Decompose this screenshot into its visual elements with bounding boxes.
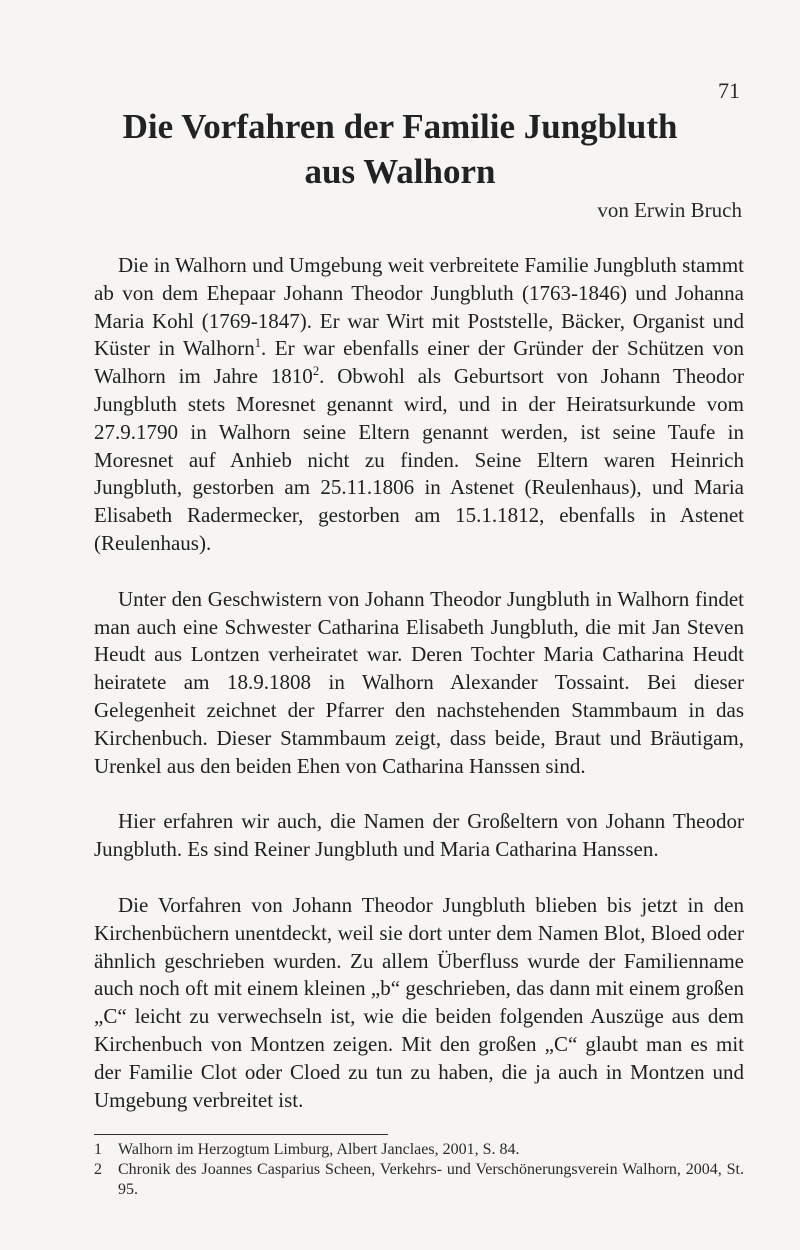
paragraph-1-text-c: . Obwohl als Geburtsort von Johann Theodor Jungbluth stets Moresnet genannt wird, und in der Heiratsurkunde vom 27.9.1790 in Walhorn seine Eltern genannt werden, ist seine Taufe in Moresnet auf Anhieb nicht zu finden. Seine Eltern waren Heinrich Jungbluth, gestorben am 25.11.1806 in Astenet (Reulenhaus), und Maria Elisabeth Radermecker, gestorben am 15.1.1812, ebenfalls in Astenet (Reulenhaus).: [94, 364, 745, 555]
paragraph-1-text-a: Die in Walhorn und Umgebung weit verbreitete Familie Jungbluth stammt ab von dem Ehepaar Johann Theodor Jungbluth (1763-1846) und Johanna Maria Kohl (1769-1847). Er war Wirt mit Poststelle, Bäcker, Organist und Küster in Walhorn: [94, 253, 744, 361]
footnote-1: [94, 1140, 744, 1160]
title-line-1: Die Vorfahren der Familie Jungbluth: [122, 107, 678, 146]
footnote-divider: [94, 1134, 388, 1135]
article-body: [94, 252, 744, 1114]
paragraph-3: Hier erfahren wir auch, die Namen der Großeltern von Johann Theodor Jungbluth. Es sind Reiner Jungbluth und Maria Catharina Hanssen.: [94, 809, 744, 862]
paragraph-1-text-b: . Er war ebenfalls einer der Gründer der Schützen von Walhorn im Jahre 1810: [94, 336, 744, 389]
title-line-2: aus Walhorn: [304, 152, 496, 191]
footnote-text: Chronik des Joannes Casparius Scheen, Verkehrs- und Verschönerungsverein Walhorn, 2004, St. 95.: [118, 1161, 744, 1198]
paragraph-4: Die Vorfahren von Johann Theodor Jungbluth blieben bis jetzt in den Kirchenbüchern unentdeckt, weil sie dort unter dem Namen Blot, Bloed oder ähnlich geschrieben wurden. Zu allem Überfluss wurde der Familienname auch noch oft mit einem kleinen „b“ geschrieben, das dann mit einem großen „C“ leicht zu verwechseln ist, wie die beiden folgenden Auszüge aus dem Kirchenbuch von Montzen zeigen. Mit den großen „C“ glaubt man es mit der Familie Clot oder Cloed zu tun zu haben, die ja auch in Montzen und Umgebung verbreitet ist.: [94, 892, 744, 1112]
footnote-ref-2: 2: [312, 364, 320, 379]
footnote-2: [94, 1160, 744, 1200]
article-title: [0, 104, 800, 194]
page-number: 71: [718, 78, 740, 103]
paragraph-2: Unter den Geschwistern von Johann Theodor Jungbluth in Walhorn findet man auch eine Schwester Catharina Elisabeth Jungbluth, die mit Jan Steven Heudt aus Lontzen verheiratet war. Deren Tochter Maria Catharina Heudt heiratete am 18.9.1808 in Walhorn Alexander Tossaint. Bei dieser Gelegenheit zeichnet der Pfarrer den nachstehenden Stammbaum in das Kirchenbuch. Dieser Stammbaum zeigt, dass beide, Braut und Bräutigam, Urenkel aus den beiden Ehen von Catharina Hanssen sind.: [94, 586, 744, 778]
author-byline: von Erwin Bruch: [597, 198, 742, 222]
footnote-ref-1: 1: [254, 336, 262, 351]
footnote-number: 1: [94, 1141, 102, 1158]
paragraph-1: [94, 252, 744, 558]
footnote-text: Walhorn im Herzogtum Limburg, Albert Janclaes, 2001, S. 84.: [118, 1141, 520, 1158]
footnotes: [94, 1140, 744, 1200]
footnote-number: 2: [94, 1161, 102, 1178]
